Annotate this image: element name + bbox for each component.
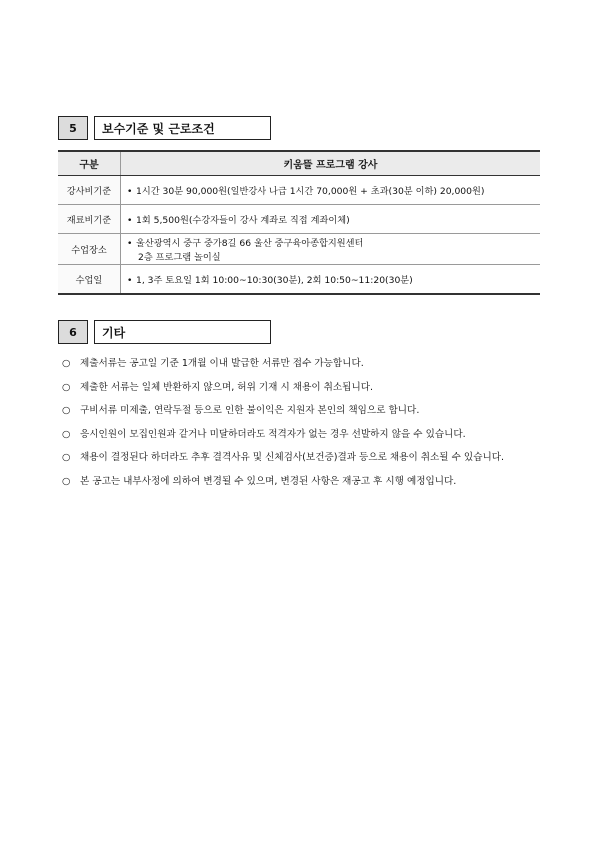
table-row	[58, 205, 540, 234]
circle-bullet-icon: ○	[62, 381, 71, 393]
table-row	[58, 265, 540, 295]
section-6-heading	[58, 320, 271, 344]
circle-bullet-icon: ○	[62, 428, 71, 440]
row-value: • 1, 3주 토요일 1회 10:00~10:30(30분), 2회 10:50~11:20(30분)	[121, 265, 541, 295]
column-header-program: 키움뜰 프로그램 강사	[121, 151, 541, 176]
circle-bullet-icon: ○	[62, 452, 71, 463]
compensation-table	[58, 150, 540, 295]
section-5-heading	[58, 116, 271, 140]
row-value: • 1회 5,500원(수강자들이 강사 계좌로 직접 계좌이체)	[121, 205, 541, 234]
table-header-row	[58, 151, 540, 176]
row-label: 수업일	[58, 265, 121, 295]
table-row	[58, 176, 540, 205]
list-item: ○ 제출한 서류는 일체 반환하지 않으며, 허위 기재 시 채용이 취소됩니다.	[62, 376, 547, 400]
circle-bullet-icon: ○	[62, 358, 71, 369]
row-label: 강사비기준	[58, 176, 121, 205]
section-number: 6	[58, 320, 88, 344]
list-item: ○ 본 공고는 내부사정에 의하여 변경될 수 있으며, 변경된 사항은 재공고 후 시행 예정입니다.	[62, 470, 547, 494]
notes-list	[62, 352, 547, 493]
row-value: • 1시간 30분 90,000원(일반강사 나급 1시간 70,000원 + 초과(30분 이하) 20,000원)	[121, 176, 541, 205]
table-row	[58, 234, 540, 265]
circle-bullet-icon: ○	[62, 475, 71, 487]
row-label: 재료비기준	[58, 205, 121, 234]
list-item: ○ 구비서류 미제출, 연락두절 등으로 인한 불이익은 지원자 본인의 책임으로 합니다.	[62, 399, 547, 423]
column-header-category: 구분	[58, 151, 121, 176]
list-item: ○ 제출서류는 공고일 기준 1개월 이내 발급한 서류만 접수 가능합니다.	[62, 352, 547, 376]
row-label: 수업장소	[58, 234, 121, 265]
section-title: 보수기준 및 근로조건	[94, 116, 271, 140]
section-number: 5	[58, 116, 88, 140]
circle-bullet-icon: ○	[62, 405, 71, 416]
list-item: ○ 채용이 결정된다 하더라도 추후 결격사유 및 신체검사(보건증)결과 등으로 채용이 취소될 수 있습니다.	[62, 446, 547, 470]
row-value: • 울산광역시 중구 중가8길 66 울산 중구육아종합지원센터 2층 프로그램 놀이실	[121, 234, 541, 265]
list-item: ○ 응시인원이 모집인원과 같거나 미달하더라도 적격자가 없는 경우 선발하지 않을 수 있습니다.	[62, 423, 547, 447]
section-title: 기타	[94, 320, 271, 344]
